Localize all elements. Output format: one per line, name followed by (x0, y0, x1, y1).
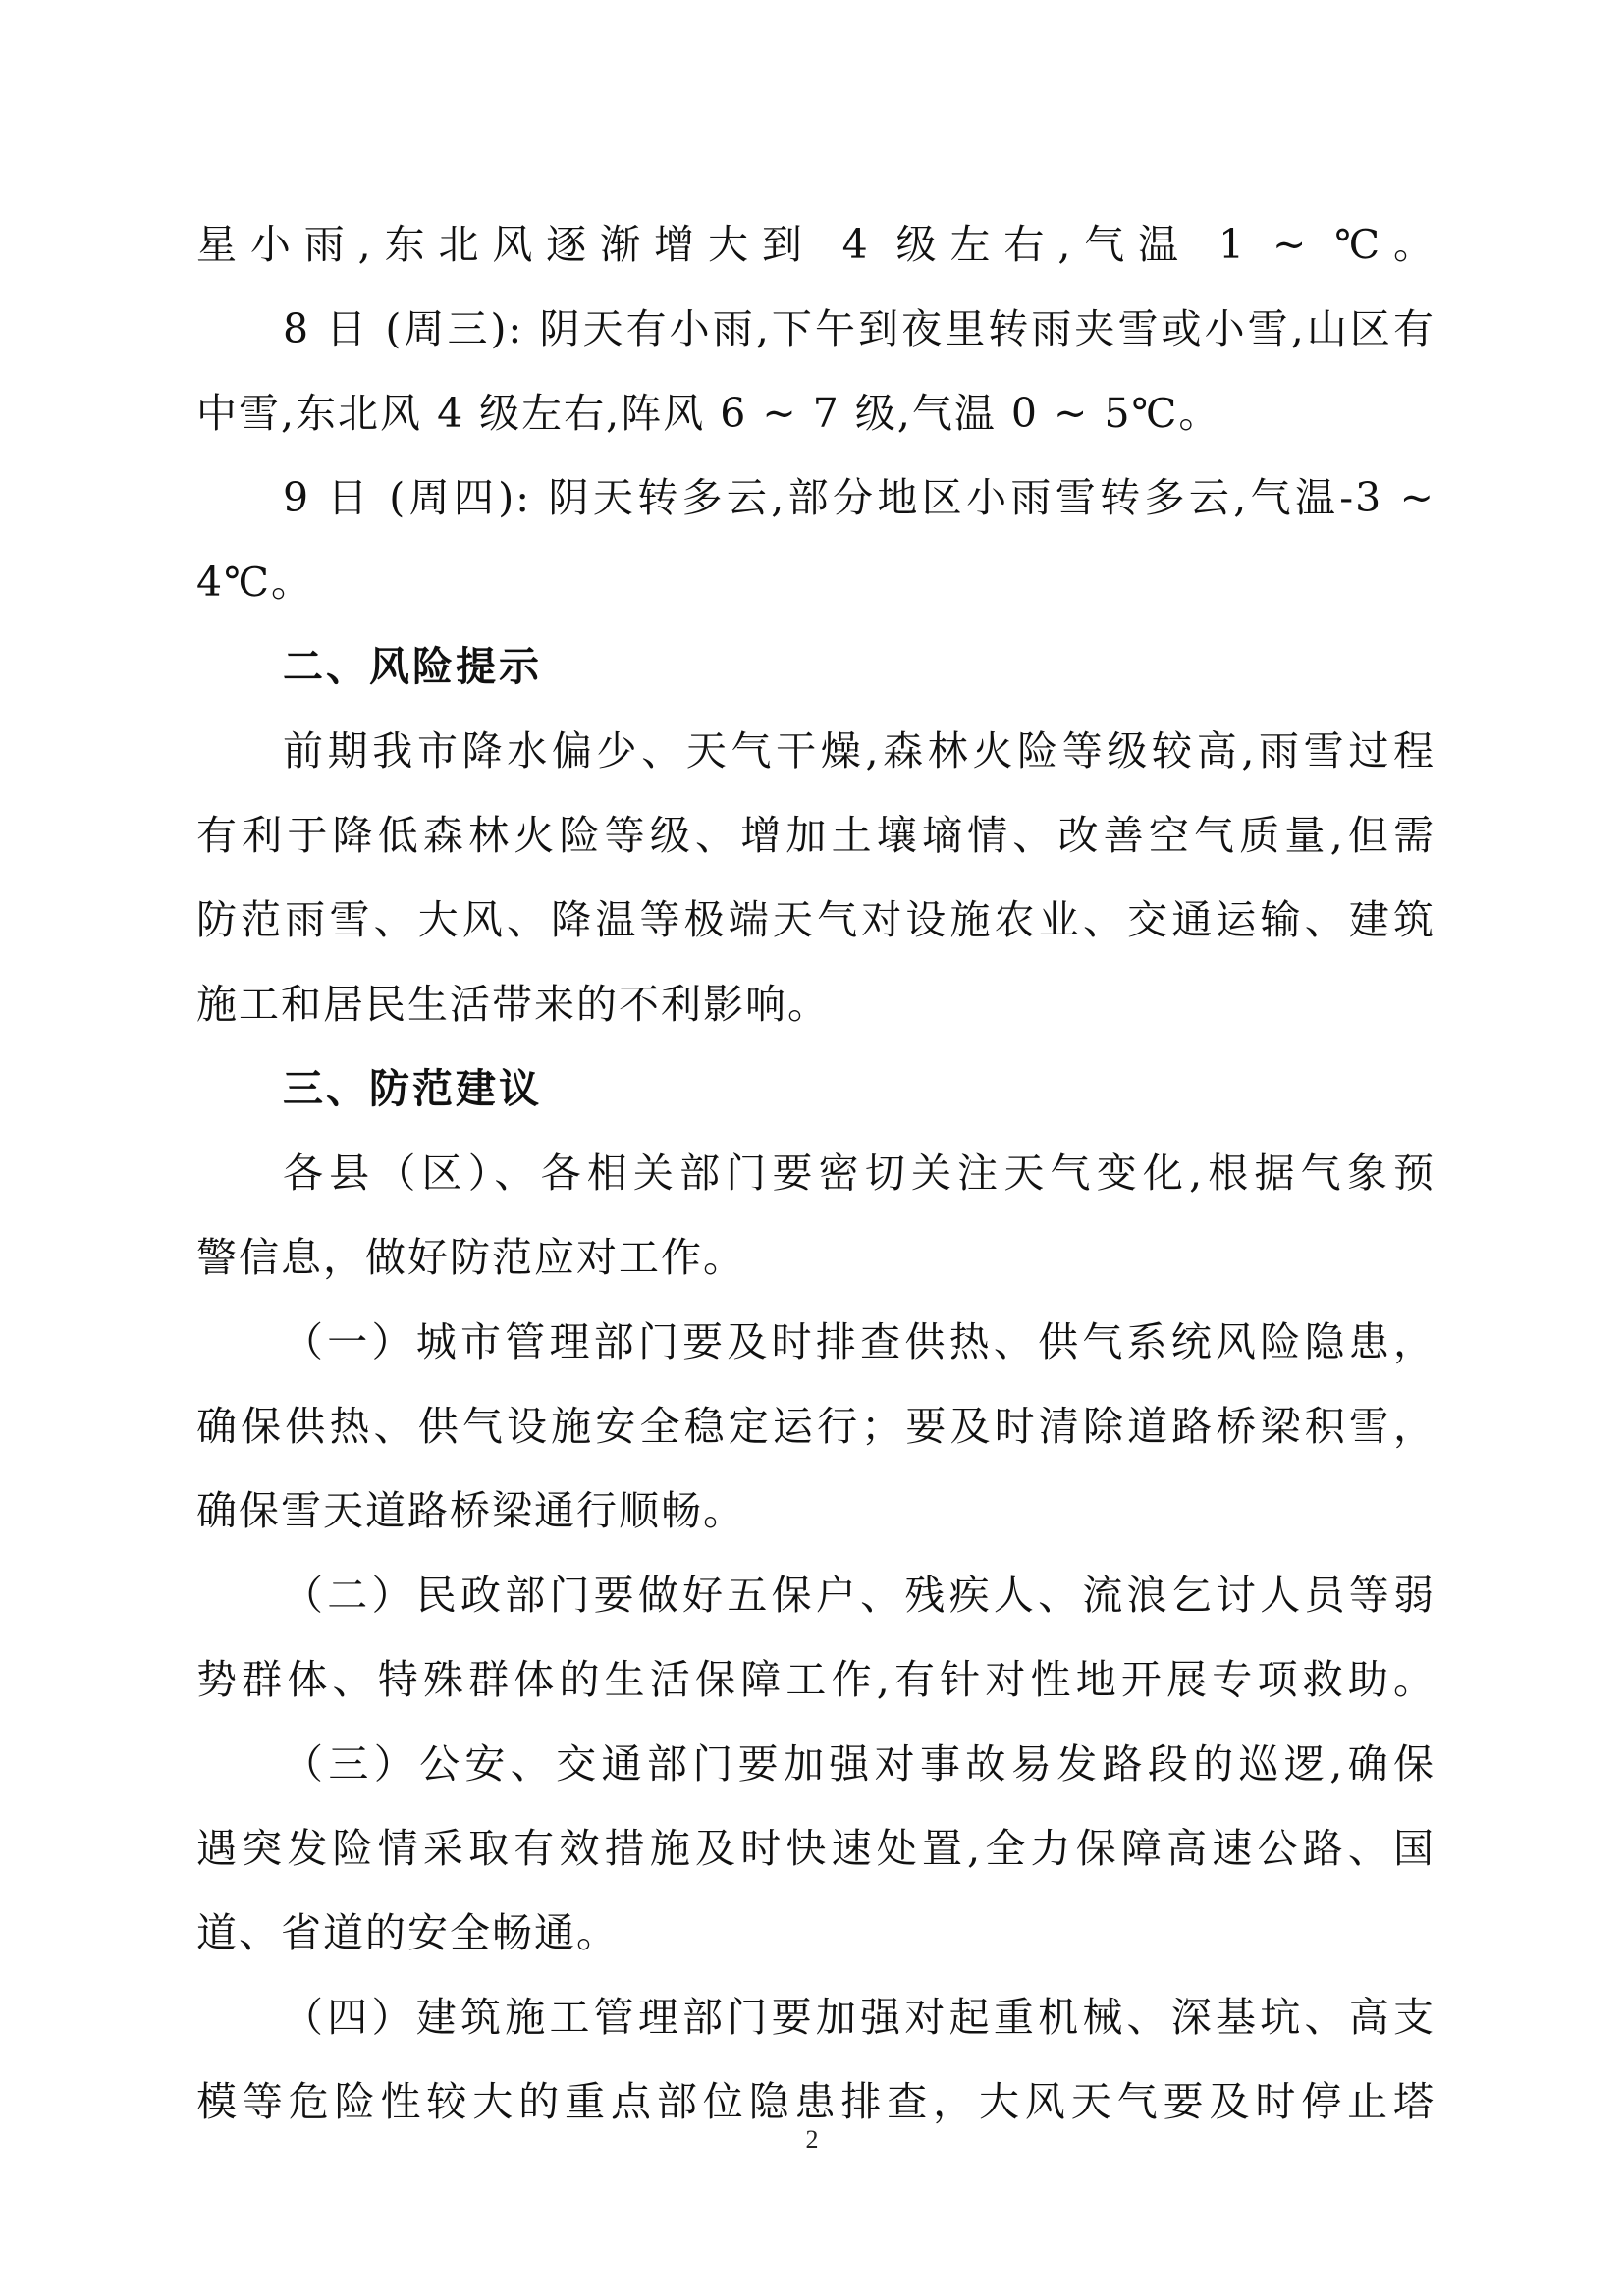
body-text-line: 道、省道的安全畅通。 (196, 1909, 619, 1956)
body-text-line: （三）公安、交通部门要加强对事故易发路段的巡逻,确保 (283, 1740, 1435, 1788)
body-text-line: （四）建筑施工管理部门要加强对起重机械、深基坑、高支 (283, 1994, 1435, 2041)
body-text-line: 各县（区）、各相关部门要密切关注天气变化,根据气象预 (283, 1149, 1435, 1197)
body-text-line: （一）城市管理部门要及时排查供热、供气系统风险隐患， (283, 1318, 1435, 1365)
section-heading-advice: 三、防范建议 (283, 1065, 542, 1112)
body-text-line: 8 日 (周三): 阴天有小雨,下午到夜里转雨夹雪或小雪,山区有 (283, 305, 1435, 352)
body-text-line: 4℃。 (196, 559, 313, 606)
body-text-line: 星小雨,东北风逐渐增大到 4 级左右,气温 1 ~ ℃。 (196, 221, 1435, 268)
body-text-line: 警信息，做好防范应对工作。 (196, 1234, 745, 1281)
body-text-line: 中雪,东北风 4 级左右,阵风 6 ~ 7 级,气温 0 ~ 5℃。 (196, 390, 1221, 437)
body-text-line: 施工和居民生活带来的不利影响。 (196, 981, 830, 1028)
body-text-line: 前期我市降水偏少、天气干燥,森林火险等级较高,雨雪过程 (283, 727, 1435, 774)
body-text-line: 确保供热、供气设施安全稳定运行；要及时清除道路桥梁积雪， (196, 1403, 1435, 1450)
body-text-line: 有利于降低森林火险等级、增加土壤墒情、改善空气质量,但需 (196, 812, 1435, 859)
body-text-line: 9 日 (周四): 阴天转多云,部分地区小雨雪转多云,气温-3 ~ (283, 474, 1435, 521)
page-number: 2 (805, 2125, 819, 2154)
body-text-line: 模等危险性较大的重点部位隐患排查，大风天气要及时停止塔 (196, 2078, 1435, 2125)
body-text-line: 确保雪天道路桥梁通行顺畅。 (196, 1487, 745, 1534)
body-text-line: 势群体、特殊群体的生活保障工作,有针对性地开展专项救助。 (196, 1656, 1435, 1703)
section-heading-risk: 二、风险提示 (283, 643, 542, 690)
body-text-line: 遇突发险情采取有效措施及时快速处置,全力保障高速公路、国 (196, 1825, 1435, 1872)
body-text-line: （二）民政部门要做好五保户、残疾人、流浪乞讨人员等弱 (283, 1572, 1435, 1619)
body-text-line: 防范雨雪、大风、降温等极端天气对设施农业、交通运输、建筑 (196, 896, 1435, 943)
